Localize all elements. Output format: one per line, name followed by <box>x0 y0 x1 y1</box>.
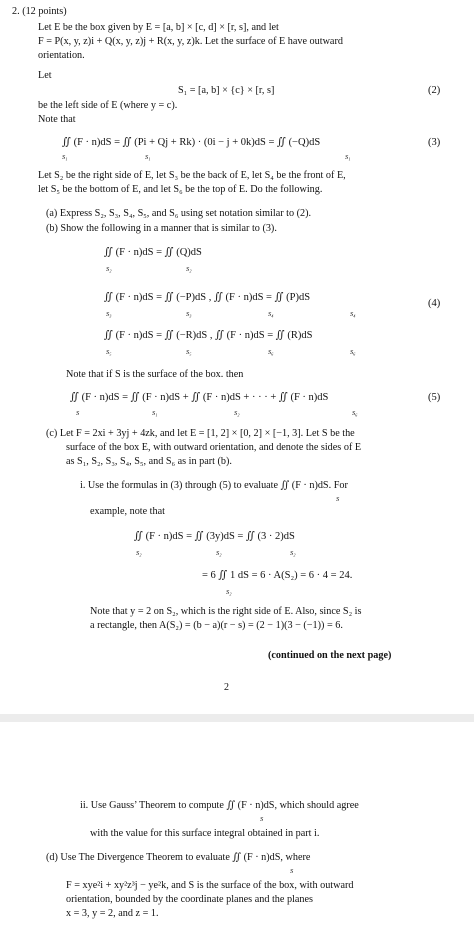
eq4c-sub-3: S₆ <box>268 349 274 356</box>
part-a: (a) Express S₂, S₃, S₄, S₅, and S₆ using set notation similar to (2). <box>46 208 312 219</box>
eq5-sub-4: S₆ <box>352 410 358 417</box>
equation-5-number: (5) <box>428 392 441 403</box>
eq6a-sub-1: S₂ <box>136 550 142 557</box>
surface-note: Note that if S is the surface of the box. then <box>66 369 244 380</box>
eq4c-sub-1: S₅ <box>106 349 112 356</box>
eq3-sub-3: S₁ <box>345 154 351 161</box>
part-c-i-line-2: example, note that <box>90 506 165 517</box>
sides-line-1: Let S₂ be the right side of E, let S₃ be the back of E, let S₄ be the front of E, <box>38 170 346 181</box>
part-d-line-3: orientation, bounded by the coordinate planes and the planes <box>66 894 313 905</box>
note-that-label: Note that <box>38 114 76 125</box>
part-c-ii-line-2: with the value for this surface integral obtained in part i. <box>90 828 320 839</box>
equation-4c: ∬ (F · n)dS = ∬ (−R)dS , ∬ (F · n)dS = ∬ (R)dS <box>104 330 313 341</box>
equation-5: ∬ (F · n)dS = ∬ (F · n)dS + ∬ (F · n)dS + · · · + ∬ (F · n)dS <box>70 392 329 403</box>
page-two <box>0 722 474 935</box>
part-c-i-line-4: a rectangle, then A(S₂) = (b − a)(r − s) = (2 − 1)(3 − (−1)) = 6. <box>90 620 343 631</box>
eq4b-sub-1: S₃ <box>106 311 112 318</box>
eq5-sub-1: S <box>76 410 80 417</box>
part-d-line-1: (d) Use The Divergence Theorem to evaluate ∬ (F · n)dS, where <box>46 852 311 863</box>
equation-2: S₁ = [a, b] × {c} × [r, s] <box>178 85 275 96</box>
part-c-line-3: as S₁, S₂, S₃, S₄, S₅, and S₆ as in part (b). <box>66 456 232 467</box>
equation-6b: = 6 ∬ 1 dS = 6 · A(S₂) = 6 · 4 = 24. <box>202 570 353 581</box>
eq5-sub-2: S₁ <box>152 410 158 417</box>
equation-3: ∬ (F · n)dS = ∬ (Pi + Qj + Rk) · (0i − j + 0k)dS = ∬ (−Q)dS <box>62 137 321 148</box>
part-b: (b) Show the following in a manner that is similar to (3). <box>46 223 277 234</box>
page-number: 2 <box>224 682 229 693</box>
equation-4-number: (4) <box>428 298 441 309</box>
eq4c-sub-4: S₆ <box>350 349 356 356</box>
problem-header: 2. (12 points) <box>12 6 67 17</box>
equation-4a: ∬ (F · n)dS = ∬ (Q)dS <box>104 247 202 258</box>
eq4a-sub-2: S₂ <box>186 266 192 273</box>
eq3-sub-1: S₁ <box>62 154 68 161</box>
part-d-line-2: F = xye²i + xy²z³j − ye²k, and S is the surface of the box, with outward <box>66 880 354 891</box>
eq4b-sub-2: S₃ <box>186 311 192 318</box>
eq6a-sub-3: S₂ <box>290 550 296 557</box>
intro-line-2: F = P(x, y, z)i + Q(x, y, z)j + R(x, y, z)k. Let the surface of E have outward <box>38 36 343 47</box>
equation-3-number: (3) <box>428 137 441 148</box>
equation-6a: ∬ (F · n)dS = ∬ (3y)dS = ∬ (3 · 2)dS <box>134 531 295 542</box>
part-d-sub: S <box>290 868 294 875</box>
eq3-sub-2: S₁ <box>145 154 151 161</box>
let-label: Let <box>38 70 52 81</box>
part-c-ii-sub: S <box>260 816 264 823</box>
eq4a-sub-1: S₂ <box>106 266 112 273</box>
part-c-ii-line-1: ii. Use Gauss’ Theorem to compute ∬ (F · n)dS, which should agree <box>80 800 359 811</box>
eq6b-sub: S₂ <box>226 589 232 596</box>
continued-note: (continued on the next page) <box>268 650 392 661</box>
eq4b-sub-4: S₄ <box>350 311 356 318</box>
eq5-sub-3: S₂ <box>234 410 240 417</box>
part-c-i-line-1: i. Use the formulas in (3) through (5) to evaluate ∬ (F · n)dS. For <box>80 480 348 491</box>
eq4b-sub-3: S₄ <box>268 311 274 318</box>
sides-line-2: let S₅ be the bottom of E, and let S₆ be the top of E. Do the following. <box>38 184 323 195</box>
part-c-i-sub: S <box>336 496 340 503</box>
part-c-line-1: (c) Let F = 2xi + 3yj + 4zk, and let E = [1, 2] × [0, 2] × [−1, 3]. Let S be the <box>46 428 355 439</box>
part-c-line-2: surface of the box E, with outward orientation, and denote the sides of E <box>66 442 362 453</box>
eq6a-sub-2: S₂ <box>216 550 222 557</box>
part-d-line-4: x = 3, y = 2, and z = 1. <box>66 908 159 919</box>
intro-line-3: orientation. <box>38 50 85 61</box>
left-side-line: be the left side of E (where y = c). <box>38 100 178 111</box>
eq4c-sub-2: S₅ <box>186 349 192 356</box>
page-separator <box>0 714 474 722</box>
equation-2-number: (2) <box>428 85 441 96</box>
intro-line-1: Let E be the box given by E = [a, b] × [c, d] × [r, s], and let <box>38 22 279 33</box>
equation-4b: ∬ (F · n)dS = ∬ (−P)dS , ∬ (F · n)dS = ∬ (P)dS <box>104 292 311 303</box>
part-c-i-line-3: Note that y = 2 on S₂, which is the right side of E. Also, since S₂ is <box>90 606 362 617</box>
